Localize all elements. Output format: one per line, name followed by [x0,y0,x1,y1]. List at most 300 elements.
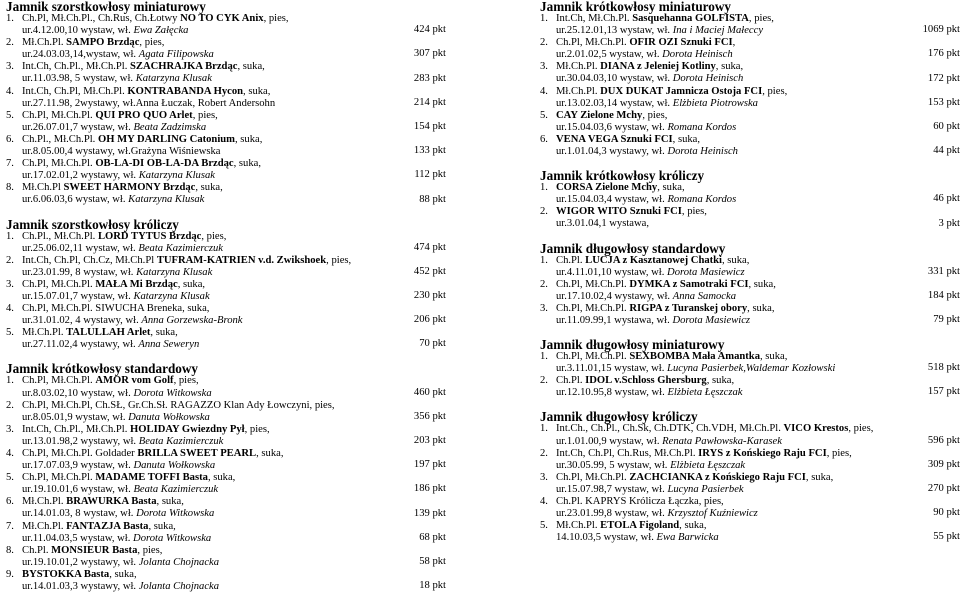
dog-details-line [6,122,446,134]
dog-titles: Mł.Ch.Pl. [22,520,67,532]
dog-entry [540,61,960,85]
dog-name: MAŁA Mi Brzdąc [95,278,178,290]
dog-details-line [6,581,446,593]
dog-details-line [6,315,446,327]
dog-name: CORSA Zielone Mchy [556,182,658,194]
dog-entry [6,327,446,351]
show-details: ur.1.01.00,9 wystaw, wł. [556,435,663,447]
show-details: ur.8.03.02,10 wystaw, wł. [22,387,134,399]
points-value: 176 pkt [927,48,960,60]
dog-details-line [6,557,446,569]
points-value: 70 pkt [419,338,446,350]
points-value: 307 pkt [413,48,446,60]
entry-number: 3. [6,61,14,73]
dog-titles: Int.Ch, Ch.Pl., Mł.Ch.Pl. [22,61,131,73]
dog-entry [6,521,446,545]
owner-name: Romana Kordos [667,194,737,206]
points-value: 203 pkt [413,435,446,446]
dog-name-line [6,400,446,412]
dog-name: SWEET HARMONY Brzdąc [63,182,196,194]
entry-number: 3. [6,278,14,290]
owner-name: Ewa Załęcka [133,25,189,37]
dog-titles: Int.Ch., Ch.Pl., Ch.Sk, Ch.DTK, Ch.VDH, Mł.Ch.Pl. [556,423,784,435]
section-title: Jamnik szorstkowłosy miniaturowy [6,0,206,14]
dog-titles: Ch.Pl, Mł.Ch.Pl., Ch.Rus, Ch.Łotwy [22,13,181,24]
dog-name: QUI PRO QUO Arlet [95,109,193,121]
points-value: 270 pkt [927,483,960,494]
owner-name: Dorota Heinisch [662,49,733,61]
dog-name: HOLIDAY Gwiezdny Pył [130,423,245,435]
owner-name: Beata Kazimierczuk [138,242,223,254]
owner-name: Agata Filipowska [138,49,214,61]
dog-titles: , suka, [748,278,776,290]
dog-name: RIGPA z Turanskej obory [629,302,748,314]
dog-titles: Mł.Ch.Pl. [556,520,601,532]
entry-number: 1. [540,423,548,435]
owner-name: Ewa Barwicka [656,532,719,544]
dog-name: SEXBOMBA Mała Amantka [629,351,760,363]
section-title: Jamnik długowłosy króliczy [540,409,698,425]
dog-entry [540,134,960,158]
dog-name: DUX DUKAT Jamnicza Ostoja FCI [600,85,763,97]
dog-titles: , suka, [722,254,750,266]
dog-entry [540,37,960,61]
dog-name-line [6,86,446,98]
points-value: 230 pkt [413,290,446,302]
entry-number: 2. [540,278,548,290]
points-value: 172 pkt [927,72,960,84]
dog-titles: Ch.Pl, Mł.Ch.Pl. [22,278,96,290]
dog-name-line [540,255,960,267]
dog-name-line [6,521,446,533]
show-details: ur.12.10.95,8 wystaw, wł. [556,387,668,399]
dog-titles: Ch.Pl, Mł.Ch.Pl. [556,351,630,363]
show-details: ur.17.07.03,9 wystaw, wł. [22,460,134,472]
dog-details-line [6,508,446,520]
dog-titles: , suka, [233,158,261,170]
dog-titles: Ch.Pl, Mł.Ch.Pl. [556,471,630,483]
dog-titles: Ch.Pl, Mł.Ch.Pl. [556,302,630,314]
dog-entry [540,206,960,230]
dog-titles: , pies, [848,423,874,435]
points-value: 186 pkt [413,483,446,495]
dog-name-line [540,37,960,49]
dog-details-line [540,436,960,448]
dog-name-line [6,327,446,339]
points-value: 55 pkt [933,531,960,543]
dog-entry [540,448,960,472]
entry-number: 6. [6,133,14,145]
ranking-section [540,158,960,230]
points-value: 309 pkt [927,458,960,470]
show-details: ur.30.05.99, 5 wystaw, wł. [556,459,671,471]
dog-titles: , pies, [244,423,270,435]
dog-name-line [6,134,446,146]
dog-entry [6,424,446,448]
dog-entry [540,472,960,496]
dog-name: TUFRAM-KATRIEN v.d. Zwikshoek [156,254,327,266]
owner-name: Dorota Heinisch [667,146,738,158]
dog-titles: Ch.Pl., Mł.Ch.Pl. [22,230,98,242]
dog-entry [540,13,960,37]
points-value: 596 pkt [927,434,960,446]
section-title: Jamnik długowłosy standardowy [540,240,726,256]
entry-number: 2. [540,206,548,218]
points-value: 88 pkt [419,193,446,205]
dog-details-line [6,412,446,424]
show-details: ur.4.11.01,10 wystaw, wł. [556,266,668,278]
dog-details-line [540,267,960,279]
dog-details-line [540,49,960,61]
entry-number: 3. [540,302,548,314]
dog-name-line [6,110,446,122]
entry-number: 8. [6,182,14,194]
dog-name-line [540,520,960,532]
dog-entry [540,110,960,134]
show-details: ur.25.06.02,11 wystaw, wł. [22,242,139,254]
dog-name: DIANA z Jeleniej Kotliny [600,61,716,73]
right-column [540,0,960,544]
dog-titles: , pies, [263,13,289,24]
ranking-section [540,0,960,158]
dog-details-line [540,194,960,206]
dog-titles: , suka, [679,520,707,532]
dog-details-line [540,218,960,230]
entry-number: 1. [6,375,14,387]
dog-titles: Ch.Pl, Mł.Ch.Pl. Goldader [22,448,138,459]
owner-name: Renata Pawłowska-Karasek [662,435,782,447]
dog-titles: , suka, [805,471,834,483]
show-details: ur.3.01.04,1 wystawa, [556,218,649,230]
dog-titles: Mł.Ch.Pl. [556,85,601,97]
dog-name: VICO Krestos [783,423,849,435]
dog-titles: , [732,37,736,49]
points-value: 112 pkt [414,169,446,181]
points-value: 1069 pkt [922,24,960,36]
dog-titles: , pies, [326,254,352,266]
owner-name: Danuta Wołkowska [133,460,216,472]
dog-details-line [6,243,446,255]
dog-details-line [540,98,960,110]
ranking-section [540,399,960,544]
dog-titles: , suka, [156,496,184,508]
points-value: 518 pkt [927,362,960,374]
dog-details-line [540,291,960,303]
dog-titles: , suka, [747,302,775,314]
dog-name-line [6,424,446,436]
dog-titles: Mł.Ch.Pl. [22,37,67,49]
dog-name: OH MY DARLING Catonium [97,133,235,145]
dog-name: BYSTOKKA Basta [22,568,110,580]
owner-name: Dorota Witkowska [133,387,212,399]
owner-name: Ina i Maciej Małeccy [672,25,764,37]
dog-details-line [540,460,960,472]
dog-titles: , suka, [760,351,788,363]
owner-name: Danuta Wołkowska [128,411,210,423]
points-value: 60 pkt [933,120,960,132]
dog-titles: Ch.Pl, Mł.Ch.Pl. [22,158,96,170]
dog-name-line [6,496,446,508]
dog-details-line [540,315,960,327]
points-value: 133 pkt [413,145,446,157]
dog-details-line [6,73,446,85]
dog-name-line [540,375,960,387]
dog-name: SZACHRAJKA Brzdąc [130,61,238,73]
show-details: ur.1.01.04,3 wystawy, wł. [556,146,668,158]
owner-name: Katarzyna Klusak [128,194,205,206]
owner-name: Dorota Witkowska [133,532,212,544]
dog-titles: , pies, [762,85,788,97]
dog-entry [6,61,446,85]
dog-details-line [6,267,446,279]
entry-number: 1. [6,13,14,24]
ranking-section [540,231,960,328]
dog-entry [540,303,960,327]
dog-titles: , pies, [173,375,199,387]
dog-details-line [6,291,446,303]
dog-titles: , pies, [139,37,165,49]
dog-titles: Ch.Pl, Mł.Ch.Pl. [22,472,96,484]
dog-name: WIGOR WITO Sznuki FCI [556,206,682,218]
ranking-section [6,207,446,352]
dog-titles: Int.Ch, Ch.Pl, Ch.Cz, Mł.Ch.Pl [22,254,157,266]
entry-number: 5. [540,109,548,121]
owner-name: Dorota Masiewicz [672,314,751,326]
show-details: ur.13.01.98,2 wystawy, wł. [22,435,139,447]
dog-details-line [540,73,960,85]
dog-name-line [6,158,446,170]
entry-number: 2. [540,447,548,459]
dog-titles: Ch.Pl, Mł.Ch.Pl. [22,375,96,387]
dog-titles: , suka, [150,327,178,339]
show-details: ur.23.01.99, 8 wystaw, wł. [22,266,137,278]
dog-name-line [540,182,960,194]
dog-entry [540,86,960,110]
dog-name-line [6,61,446,73]
dog-entry [6,375,446,399]
dog-entry [6,86,446,110]
section-title: Jamnik krótkowłosy króliczy [540,168,705,184]
dog-name: OFIR OZI Sznuki FCI [629,37,733,49]
points-value: 452 pkt [413,265,446,277]
dog-entry [6,545,446,569]
dog-details-line [6,194,446,206]
dog-name: DYMKA z Samotraki FCI [629,278,749,290]
show-details: ur.30.04.03,10 wystaw, wł. [556,73,673,85]
dog-name: CAY Zielone Mchy [556,109,643,121]
dog-name: SAMPO Brzdąc [66,37,140,49]
points-value: 214 pkt [413,96,446,108]
points-value: 331 pkt [927,265,960,277]
entry-number: 6. [6,496,14,508]
dog-name: ZACHCIANKA z Końskiego Raju FCI [629,471,806,483]
dog-details-line [540,484,960,496]
left-column [6,0,446,593]
show-details: ur.13.02.03,14 wystaw, wł. [556,97,673,109]
dog-name-line [540,86,960,98]
owner-name: Lucyna Pasierbek [667,483,744,495]
entry-number: 1. [540,254,548,266]
dog-entry [540,423,960,447]
show-details: ur.17.02.01,2 wystawy, wł. [22,170,139,182]
show-details: ur.15.04.03,6 wystaw, wł. [556,121,668,133]
dog-titles: , suka, [235,133,263,145]
section-title: Jamnik szorstkowłosy króliczy [6,216,179,232]
dog-titles: Ch.Pl, Mł.Ch.Pl, Ch.SŁ, Gr.Ch.Sł. RAGAZZO Klan Ady Łowczyni, pies, [22,399,335,411]
dog-name-line [540,423,960,435]
points-value: 79 pkt [933,314,960,326]
dog-details-line [6,98,446,110]
show-details: ur.27.11.98, 2wystawy, wł.Anna Łuczak, Robert Andersohn [22,97,276,109]
dog-details-line [6,170,446,182]
owner-name: Jolanta Chojnacka [138,556,220,568]
dog-titles: Int.Ch, Mł.Ch.Pl. [556,13,633,24]
entry-number: 3. [540,471,548,483]
owner-name: Jolanta Chojnacka [138,581,220,593]
dog-name: LORD TYTUS Brzdąc [97,230,202,242]
dog-entry [6,569,446,593]
entry-number: 2. [6,37,14,49]
points-value: 58 pkt [419,555,446,567]
points-value: 197 pkt [413,459,446,471]
dog-name-line [6,182,446,194]
dog-name-line [6,231,446,243]
dog-details-line [540,387,960,399]
dog-titles: , suka, [706,375,735,387]
dog-entry [6,231,446,255]
entry-number: 4. [540,85,548,97]
dog-entry [6,37,446,61]
entry-number: 7. [6,158,14,170]
points-value: 153 pkt [927,96,960,108]
show-details: ur.26.07.01,7 wystaw, wł. [22,121,134,133]
show-details: ur.3.11.01,15 wystaw, wł. [556,363,668,375]
entry-number: 7. [6,520,14,532]
dog-titles: , suka, [148,520,176,532]
dog-entry [540,255,960,279]
dog-entry [6,496,446,520]
show-details: ur.4.12.00,10 wystaw, wł. [22,25,134,37]
show-details: ur.8.05.01,9 wystaw, wł. [22,411,129,423]
dog-titles: , suka, [195,182,223,194]
dog-entry [6,472,446,496]
dog-entry [6,134,446,158]
dog-name-line [6,375,446,387]
dog-name-line [6,13,446,25]
show-details: ur.11.09.99,1 wystawa, wł. [556,314,673,326]
entry-number: 5. [6,327,14,339]
dog-name: BRILLA SWEET PEARL [137,448,257,459]
dog-name: AMOR vom Golf [95,375,174,387]
dog-titles: , suka, [177,278,206,290]
dog-titles: , pies, [681,206,707,218]
show-details: ur.23.01.99,8 wystaw, wł. [556,508,668,520]
entry-number: 4. [6,85,14,97]
dog-name: MONSIEUR Basta [51,544,138,556]
dog-titles: , pies, [642,109,668,121]
entry-number: 3. [540,61,548,73]
points-value: 44 pkt [933,145,960,157]
show-details: ur.6.06.03,6 wystaw, wł. [22,194,129,206]
owner-name: Elżbieta Łęszczak [670,459,746,471]
dog-name-line [540,61,960,73]
dog-details-line [6,533,446,545]
dog-name: FANTAZJA Basta [66,520,149,532]
show-details: ur.19.10.01,2 wystawy, wł. [22,556,139,568]
dog-titles: Int.Ch, Ch.Pl, Ch.Rus, Mł.Ch.Pl. [556,447,699,459]
owner-name: Katarzyna Klusak [135,73,212,85]
dog-name: LUCJA z Kasztanowej Chatki [585,254,722,266]
section-title: Jamnik krótkowłosy standardowy [6,361,198,377]
dog-titles: Mł.Ch.Pl. [22,496,67,508]
owner-name: Anna Seweryn [138,339,200,351]
dog-name-line [6,569,446,581]
dog-titles: , pies, [192,109,218,121]
ranking-section [6,0,446,207]
dog-entry [540,520,960,544]
dog-name-line [540,472,960,484]
dog-name: ETOLA Figoland [600,520,680,532]
dog-details-line [540,508,960,520]
dog-titles: Ch.Pl, Mł.Ch.Pl. [22,109,96,121]
show-details: ur.25.12.01,13 wystaw, wł. [556,25,673,37]
show-details: ur.31.01.02, 4 wystawy, wł. [22,315,142,327]
dog-name: IDOL v.Schloss Ghersburg [585,375,707,387]
owner-name: Lucyna Pasierbek,Waldemar Kozłowski [667,363,836,375]
points-value: 68 pkt [419,531,446,543]
dog-titles: , suka, [657,182,685,194]
dog-details-line [540,363,960,375]
dog-entry [540,279,960,303]
owner-name: Elżbieta Piotrowska [672,97,758,109]
owner-name: Dorota Witkowska [136,508,215,520]
section-title: Jamnik długowłosy miniaturowy [540,337,725,353]
section-gap [6,207,446,218]
dog-titles: , pies, [826,447,852,459]
points-value: 356 pkt [413,410,446,422]
owner-name: Dorota Masiewicz [667,266,745,278]
dog-titles: Ch.Pl. [556,375,586,387]
show-details: ur.11.04.03,5 wystaw, wł. [22,532,134,544]
show-details: ur.11.03.98, 5 wystaw, wł. [22,73,136,85]
dog-titles: , suka, [672,133,701,145]
dog-titles: , suka, [109,568,137,580]
entry-number: 9. [6,568,14,580]
points-value: 424 pkt [413,24,446,36]
entry-number: 2. [540,375,548,387]
dog-details-line [540,122,960,134]
show-details: ur.24.03.03,14,wystaw, wł. [22,49,139,61]
dog-entry [6,279,446,303]
entry-number: 8. [6,544,14,556]
dog-name-line [540,448,960,460]
entry-number: 4. [6,448,14,459]
points-value: 474 pkt [413,241,446,253]
dog-name-line [6,37,446,49]
points-value: 18 pkt [419,580,446,592]
dog-name-line [6,448,446,460]
points-value: 46 pkt [933,193,960,205]
section-gap [540,231,960,242]
show-details: ur.19.10.01,6 wystaw, wł. [22,484,134,496]
owner-name: Krzysztof Kuźniewicz [667,508,758,520]
dog-details-line [6,146,446,158]
dog-name: MADAME TOFFI Basta [95,472,208,484]
points-value: 157 pkt [927,386,960,398]
show-details: 14.10.03,5 wystaw, wł. [556,532,657,544]
entry-number: 4. [6,303,14,315]
entry-number: 4. [540,496,548,507]
